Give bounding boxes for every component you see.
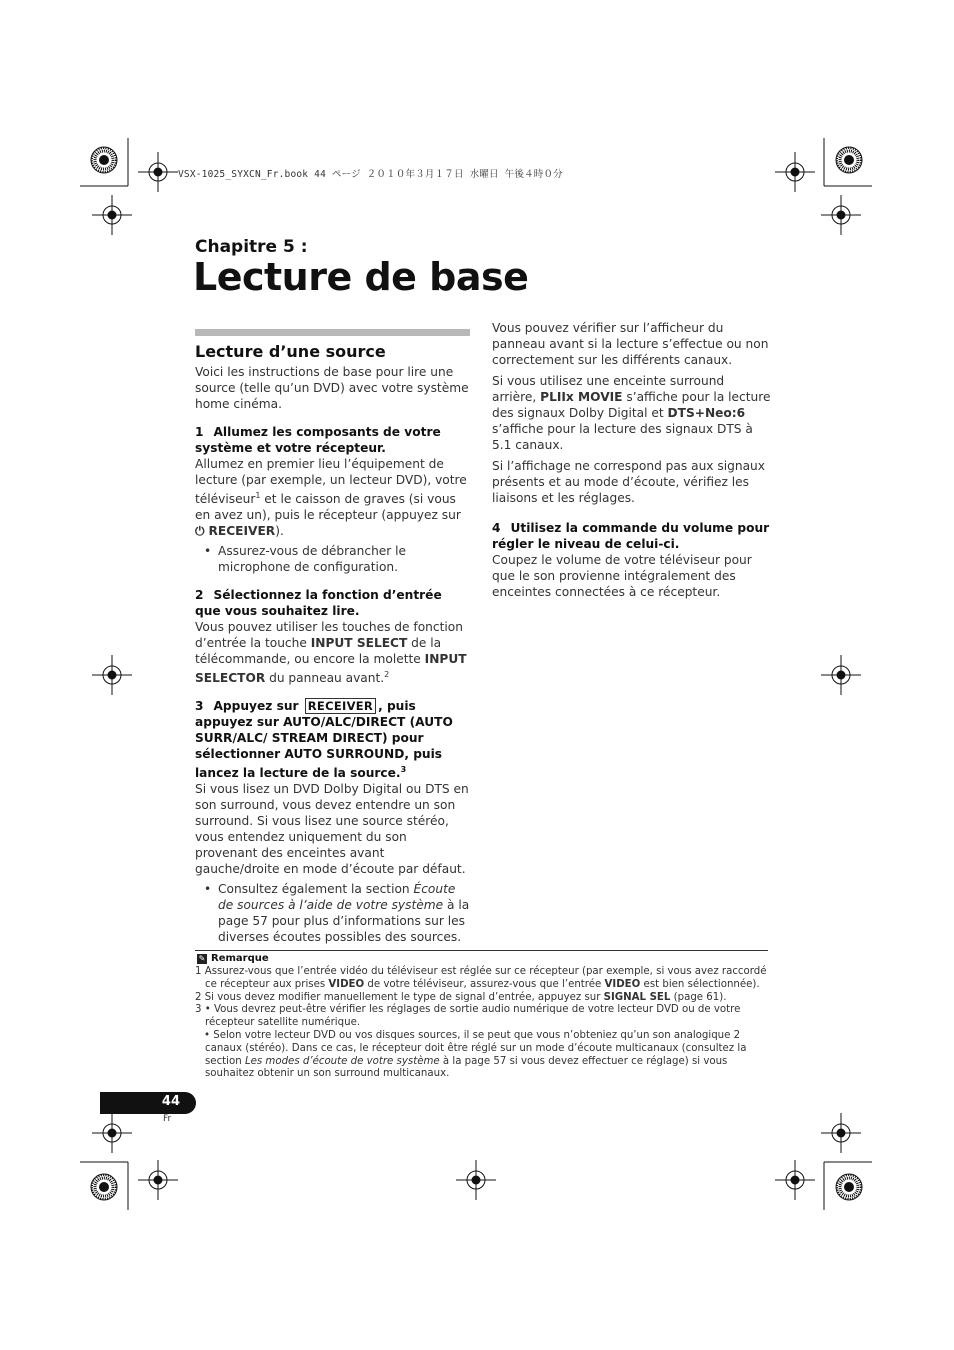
step-number: 4: [492, 521, 501, 535]
step-2-title: 2 Sélectionnez la fonction d’entrée que vous souhaitez lire.: [195, 588, 442, 619]
right-para-3: Si l’affichage ne correspond pas aux signaux présents et au mode d’écoute, vérifiez les liaisons et les réglages.: [492, 459, 765, 505]
page-number: 44: [161, 1094, 180, 1109]
step-number: 3: [195, 699, 204, 714]
registration-cross: [821, 1113, 861, 1153]
registration-cross: [775, 152, 815, 192]
registration-cross: [92, 655, 132, 695]
section-title: Lecture d’une source: [195, 342, 386, 361]
registration-star-top-right: [836, 147, 862, 173]
section-rule: [195, 329, 470, 336]
registration-cross: [138, 1160, 178, 1200]
right-para-2: Si vous utilisez une enceinte surround arrière, PLIIx MOVIE s’affiche pour la lecture des signaux Dolby Digital et DTS+Neo:6 s’affiche pour la lecture des signaux DTS à 5.1 canaux.: [492, 374, 771, 452]
step-1-body: Allumez en premier lieu l’équipement de lecture (par exemple, un lecteur DVD), votre téléviseur$^1$ et le caisson de graves (si vous en avez un), puis le récepteur (appuyez sur ⏻ RECEIVER).: [195, 457, 467, 539]
section-intro: Voici les instructions de base pour lire une source (telle qu’un DVD) avec votre système home cinéma.: [195, 365, 469, 411]
registration-star-bottom-right: [836, 1174, 862, 1200]
receiver-key-icon: RECEIVER: [305, 698, 376, 714]
step-3-body: Si vous lisez un DVD Dolby Digital ou DTS en son surround, vous devez entendre un son surround. Si vous lisez une source stéréo, vous entendez uniquement du son provenant des enceintes avant gauche/droite en mode d’écoute par défaut.: [195, 782, 469, 877]
note-pencil-icon: ✎: [198, 953, 206, 963]
step-number: 2: [195, 588, 204, 603]
power-icon: ⏻: [195, 524, 205, 539]
registration-cross: [92, 195, 132, 235]
registration-cross: [138, 152, 178, 192]
registration-cross: [456, 1160, 496, 1200]
right-column: [492, 320, 772, 605]
registration-cross: [821, 655, 861, 695]
notes-heading: ✎ Remarque: [198, 953, 269, 964]
step-1-bullet: • Assurez-vous de débrancher le microphone de configuration.: [195, 543, 470, 575]
right-para-1: Vous pouvez vérifier sur l’afficheur du panneau avant si la lecture s’effectue ou non correctement sur les différents canaux.: [492, 321, 769, 367]
footnote-3-bullet-2: • Selon votre lecteur DVD ou vos disques sources, il se peut que vous n’obteniez qu’un son analogique 2 canaux (stéréo). Dans ce cas, le récepteur doit être réglé sur un mode d’écoute multicanaux (consultez la section Les modes d’écoute de votre système à la page 57 si vous devez effectuer ce réglage) si vous souhaitez obtenir un son surround multicanaux.: [204, 1029, 747, 1080]
page-language: Fr: [163, 1114, 172, 1124]
step-4-body: Coupez le volume de votre téléviseur pour que le son provienne intégralement des enceintes connectées à ce récepteur.: [492, 553, 752, 599]
step-3-bullet: • Consultez également la section Écoute de sources à l’aide de votre système à la page 57 pour plus d’informations sur les diverses écoutes possibles des sources.: [195, 881, 470, 945]
registration-star-top-left: [91, 147, 117, 173]
registration-star-bottom-left: [91, 1174, 117, 1200]
registration-cross: [775, 1160, 815, 1200]
footnote-1: 1 Assurez-vous que l’entrée vidéo du téléviseur est réglée sur ce récepteur (par exemple, si vous avez raccordé ce récepteur aux prises VIDEO de votre téléviseur, assurez-vous que l’entrée VIDEO est bien sélectionnée).: [195, 966, 767, 990]
print-header: VSX-1025_SYXCN_Fr.book 44 ページ ２０１０年３月１７日 水曜日 午後４時０分: [178, 169, 563, 180]
cross-reference: Écoute de sources à l’aide de votre système: [218, 882, 456, 913]
footnote-2: 2 Si vous devez modifier manuellement le type de signal d’entrée, appuyez sur SIGNAL SEL (page 61).: [195, 991, 727, 1003]
chapter-label: Chapitre 5 :: [195, 237, 308, 257]
step-number: 1: [195, 425, 204, 439]
step-4-title: 4 Utilisez la commande du volume pour régler le niveau de celui-ci.: [492, 521, 770, 551]
footnote-3: 3 • Vous devrez peut-être vérifier les réglages de sortie audio numérique de votre lecteur DVD ou de votre récepteur satellite numérique.: [195, 1004, 741, 1029]
registration-cross: [821, 195, 861, 235]
chapter-title: Lecture de base: [193, 255, 529, 299]
registration-cross: [92, 1113, 132, 1153]
step-1-title: 1 Allumez les composants de votre système et votre récepteur.: [195, 425, 441, 455]
step-3-title: 3 Appuyez sur RECEIVER , puis appuyez sur AUTO/ALC/DIRECT (AUTO SURR/ALC/ STREAM DIRECT) pour sélectionner AUTO SURROUND, puis lancez la lecture de la source.$^3$: [195, 699, 453, 781]
notes-section: [195, 950, 768, 1081]
left-column: [195, 329, 470, 949]
step-2-body: Vous pouvez utiliser les touches de fonction d’entrée la touche INPUT SELECT de la télécommande, ou encore la molette INPUT SELECTOR du panneau avant.$^2$: [195, 620, 467, 686]
